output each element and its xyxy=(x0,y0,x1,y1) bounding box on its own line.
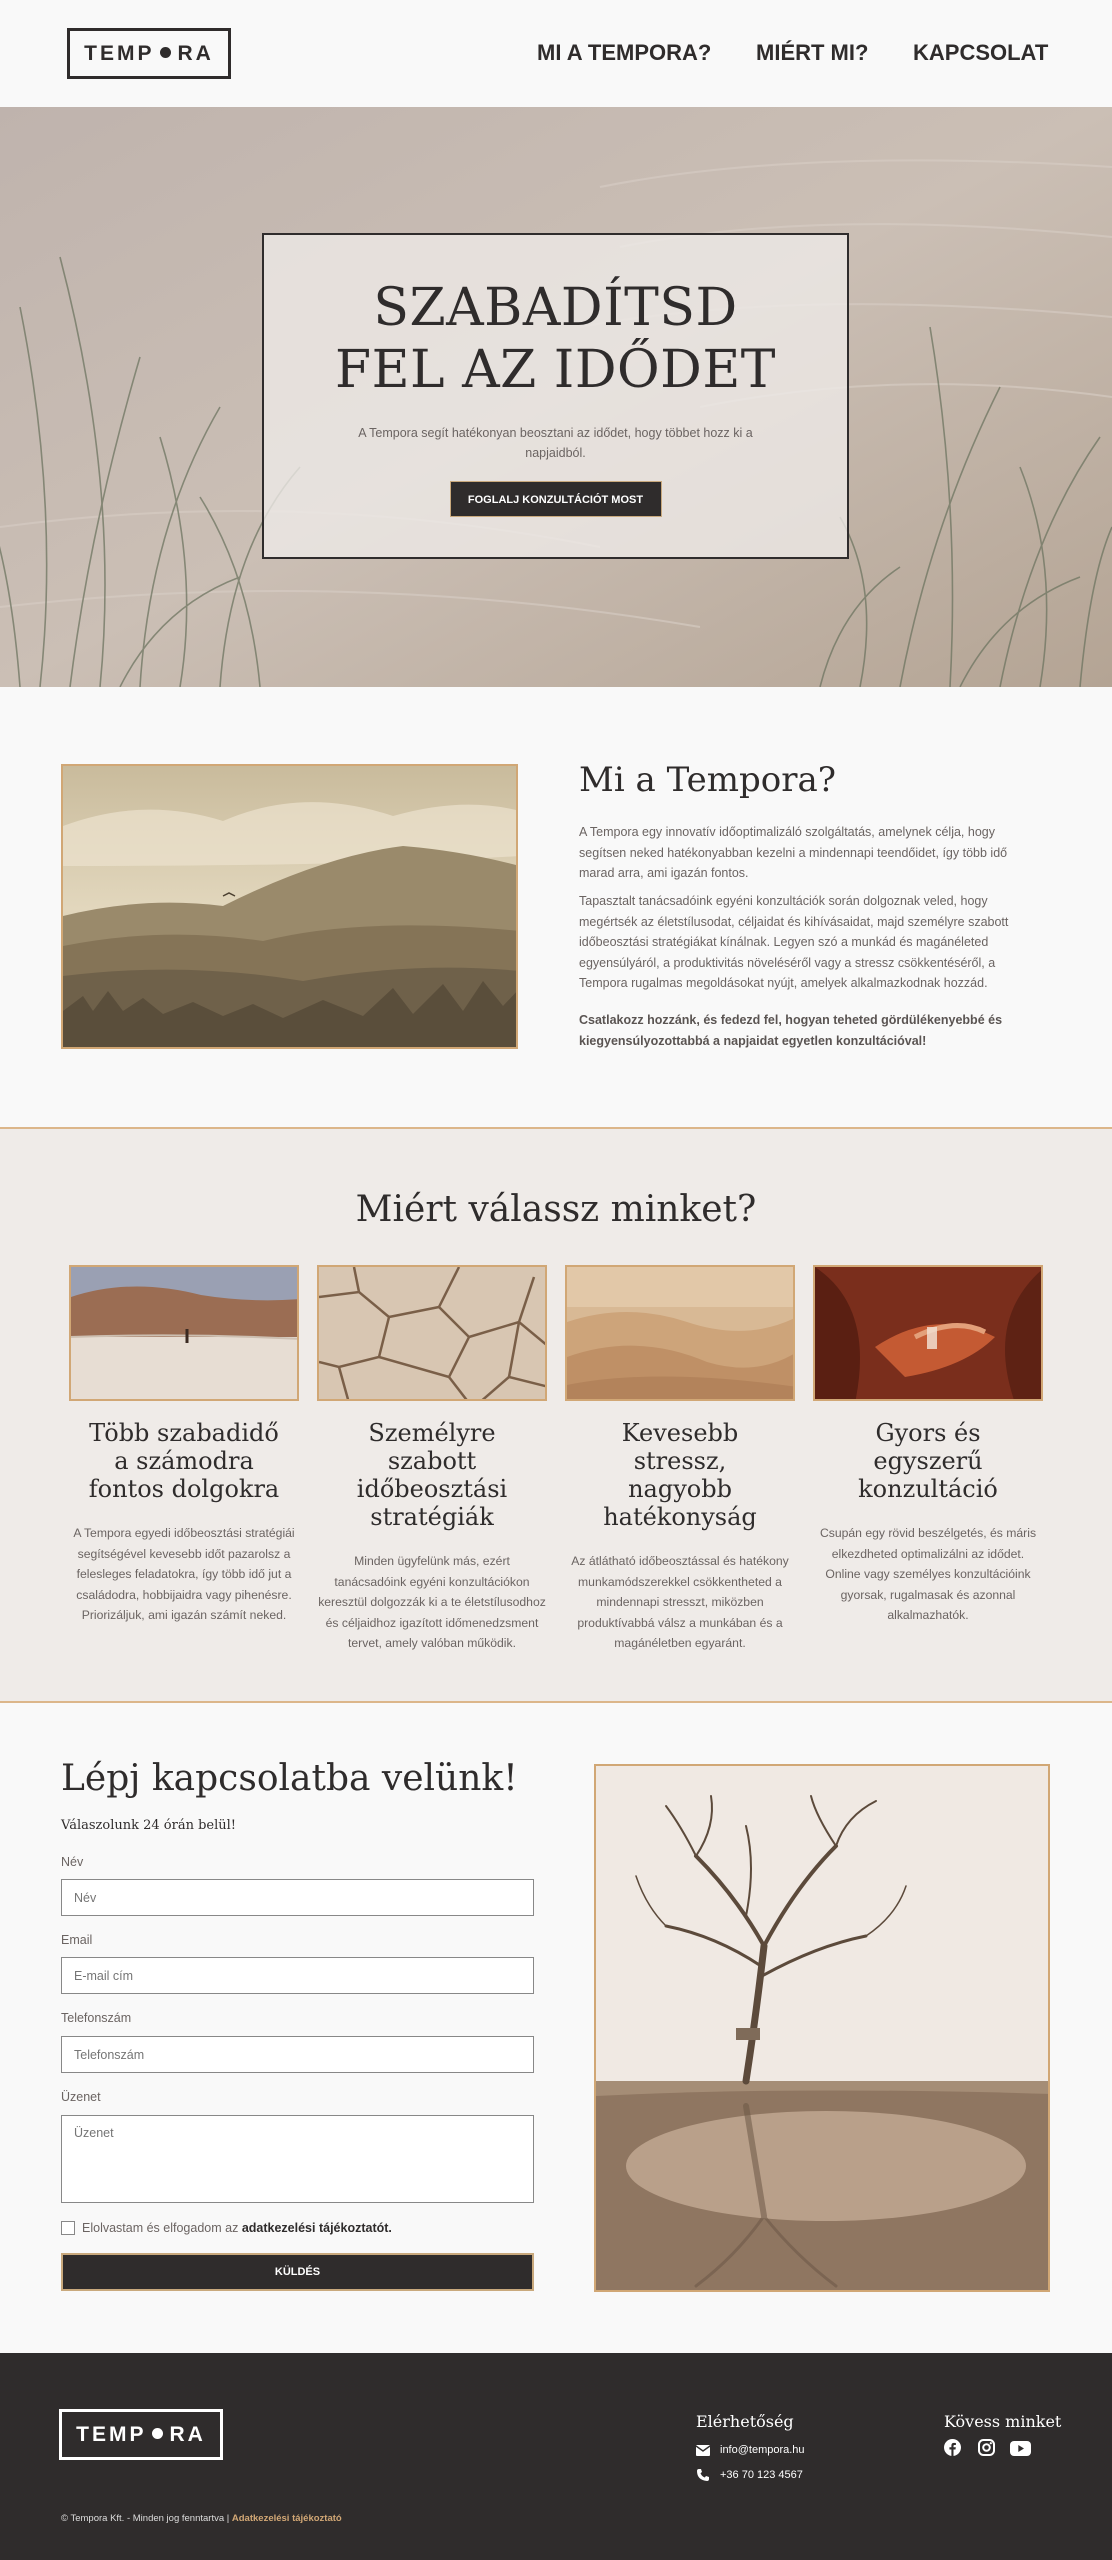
privacy-policy-link[interactable]: adatkezelési tájékoztatót. xyxy=(241,2221,392,2235)
hero-section xyxy=(0,107,1112,687)
phone-input[interactable] xyxy=(61,2036,534,2073)
nav-link-why[interactable]: MIÉRT MI? xyxy=(756,40,869,65)
why-section xyxy=(0,1127,1112,1703)
book-consultation-button[interactable]: FOGLALJ KONZULTÁCIÓT MOST xyxy=(450,481,662,517)
footer-social-heading: Kövess minket xyxy=(944,2412,1062,2431)
copyright-text: © Tempora Kft. - Minden jog fenntartva | xyxy=(61,2513,230,2524)
footer-email-text: info@tempora.hu xyxy=(720,2444,805,2456)
consent-label xyxy=(82,2221,392,2235)
footer-logo-text-left: TEMP xyxy=(76,2422,147,2446)
feature-image-cracked-earth xyxy=(317,1265,547,1401)
logo-text-right: RA xyxy=(177,41,214,65)
about-title: Mi a Tempora? xyxy=(579,760,836,800)
hero-card xyxy=(262,233,849,559)
why-title: Miért válassz minket? xyxy=(355,1189,757,1230)
footer-copyright xyxy=(61,2513,342,2524)
hero-title xyxy=(264,277,847,401)
submit-button[interactable]: KÜLDÉS xyxy=(61,2253,534,2291)
about-paragraph-3: Csatlakozz hozzánk, és fedezd fel, hogyan teheted gördülékenyebbé és kiegyensúlyozottabbá a napjaidat egyetlen konzultációval! xyxy=(579,1013,1003,1048)
feature-text: A Tempora egyedi időbeosztási stratégiái segítségével kevesebb időt pazarolsz a felesleges feladatokra, így több idő jut a családodra, hobbijaidra vagy pihenésre. Priorizáljuk, ami igazán számít neked. xyxy=(73,1526,295,1622)
logo-dot-icon xyxy=(160,47,171,58)
feature-title: Kevesebb stressz, nagyobb hatékonyság xyxy=(603,1419,757,1531)
about-paragraph-2: Tapasztalt tanácsadóink egyéni konzultációk során dolgoznak veled, hogy megértsék az életstílusodat, céljaidat és kihívásaidat, majd személyre szabott időbeosztási stratégiákat kínálnak. Legyen szó a munkád és magánéleted egyensúlyáról, a produktivitás növeléséről vagy a stressz csökkentéséről, a Tempora rugalmas megoldásokat nyújt, amelyek alkalmazkodnak hozzád. xyxy=(579,894,1009,990)
nav-link-about[interactable]: MI A TEMPORA? xyxy=(537,40,712,65)
email-label: Email xyxy=(61,1933,93,1947)
feature-title: Személyre szabott időbeosztási stratégiák xyxy=(356,1419,508,1531)
facebook-icon[interactable] xyxy=(944,2439,961,2456)
consent-checkbox[interactable] xyxy=(61,2221,75,2235)
about-paragraph-1: A Tempora egy innovatív időoptimalizáló szolgáltatás, amelynek célja, hogy segítsen neked hatékonyabban kezelni a mindennapi teendőidet, így több idő marad arra, ami igazán fontos. xyxy=(579,825,1008,880)
message-textarea[interactable] xyxy=(61,2115,534,2203)
feature-text: Minden ügyfelünk más, ezért tanácsadóink egyéni konzultációkon keresztül dolgozzák ki a te életstílusodhoz és céljaidhoz igazított időmenedzsment tervet, amely valóban működik. xyxy=(318,1554,546,1650)
feature-title: Gyors és egyszerű konzultáció xyxy=(858,1419,998,1503)
feature-image-desert-walker xyxy=(69,1265,299,1401)
feature-text: Az átlátható időbeosztással és hatékony munkamódszerekkel csökkentheted a mindennapi stresszt, miközben produktívabbá válsz a munkában és a magánéletben egyaránt. xyxy=(571,1554,789,1650)
nav-link-contact[interactable]: KAPCSOLAT xyxy=(913,40,1049,65)
footer-logo[interactable] xyxy=(59,2409,223,2460)
footer-phone[interactable] xyxy=(696,2468,803,2482)
feature-image-canyon xyxy=(813,1265,1043,1401)
tree-reflection-illustration xyxy=(596,1766,1050,2292)
message-label: Üzenet xyxy=(61,2090,101,2104)
contact-tree-image xyxy=(594,1764,1050,2292)
feature-card-personalized xyxy=(317,1265,547,1654)
mountain-landscape-illustration xyxy=(63,766,518,1049)
footer-phone-text: +36 70 123 4567 xyxy=(720,2469,803,2481)
hero-title-line2: FEL AZ IDŐDET xyxy=(334,340,776,400)
footer-contact-heading: Elérhetőség xyxy=(696,2412,794,2431)
feature-card-less-stress xyxy=(565,1265,795,1654)
email-input[interactable] xyxy=(61,1957,534,1994)
instagram-icon[interactable] xyxy=(978,2439,995,2456)
feature-title: Több szabadidő a számodra fontos dolgokra xyxy=(88,1419,280,1503)
name-label: Név xyxy=(61,1855,84,1869)
hero-title-line1: SZABADÍTSD xyxy=(373,278,738,338)
contact-subtitle: Válaszolunk 24 órán belül! xyxy=(61,1818,237,1833)
site-header xyxy=(0,0,1112,107)
envelope-icon xyxy=(696,2445,710,2456)
footer-privacy-link[interactable]: Adatkezelési tájékoztató xyxy=(231,2513,342,2524)
about-mountain-image xyxy=(61,764,518,1049)
phone-icon xyxy=(696,2468,710,2482)
feature-card-quick-consultation xyxy=(813,1265,1043,1626)
site-footer xyxy=(0,2353,1112,2560)
feature-text: Csupán egy rövid beszélgetés, és máris elkezdheted optimalizálni az idődet. Online vagy személyes konzultációink gyorsak, rugalmasak és azonnal alkalmazhatók. xyxy=(819,1526,1037,1622)
consent-text: Elolvastam és elfogadom az xyxy=(82,2221,239,2235)
footer-logo-dot-icon xyxy=(152,2428,163,2439)
feature-image-sand-dunes xyxy=(565,1265,795,1401)
logo[interactable] xyxy=(67,28,231,79)
name-input[interactable] xyxy=(61,1879,534,1916)
hero-subtitle: A Tempora segít hatékonyan beosztani az idődet, hogy többet hozz ki a napjaidból. xyxy=(358,426,753,460)
youtube-icon[interactable] xyxy=(1010,2441,1031,2456)
logo-text-left: TEMP xyxy=(84,41,155,65)
footer-logo-text-right: RA xyxy=(169,2422,206,2446)
contact-title: Lépj kapcsolatba velünk! xyxy=(61,1758,518,1799)
feature-card-free-time xyxy=(69,1265,299,1626)
footer-email[interactable] xyxy=(696,2444,805,2456)
phone-label: Telefonszám xyxy=(61,2011,132,2025)
